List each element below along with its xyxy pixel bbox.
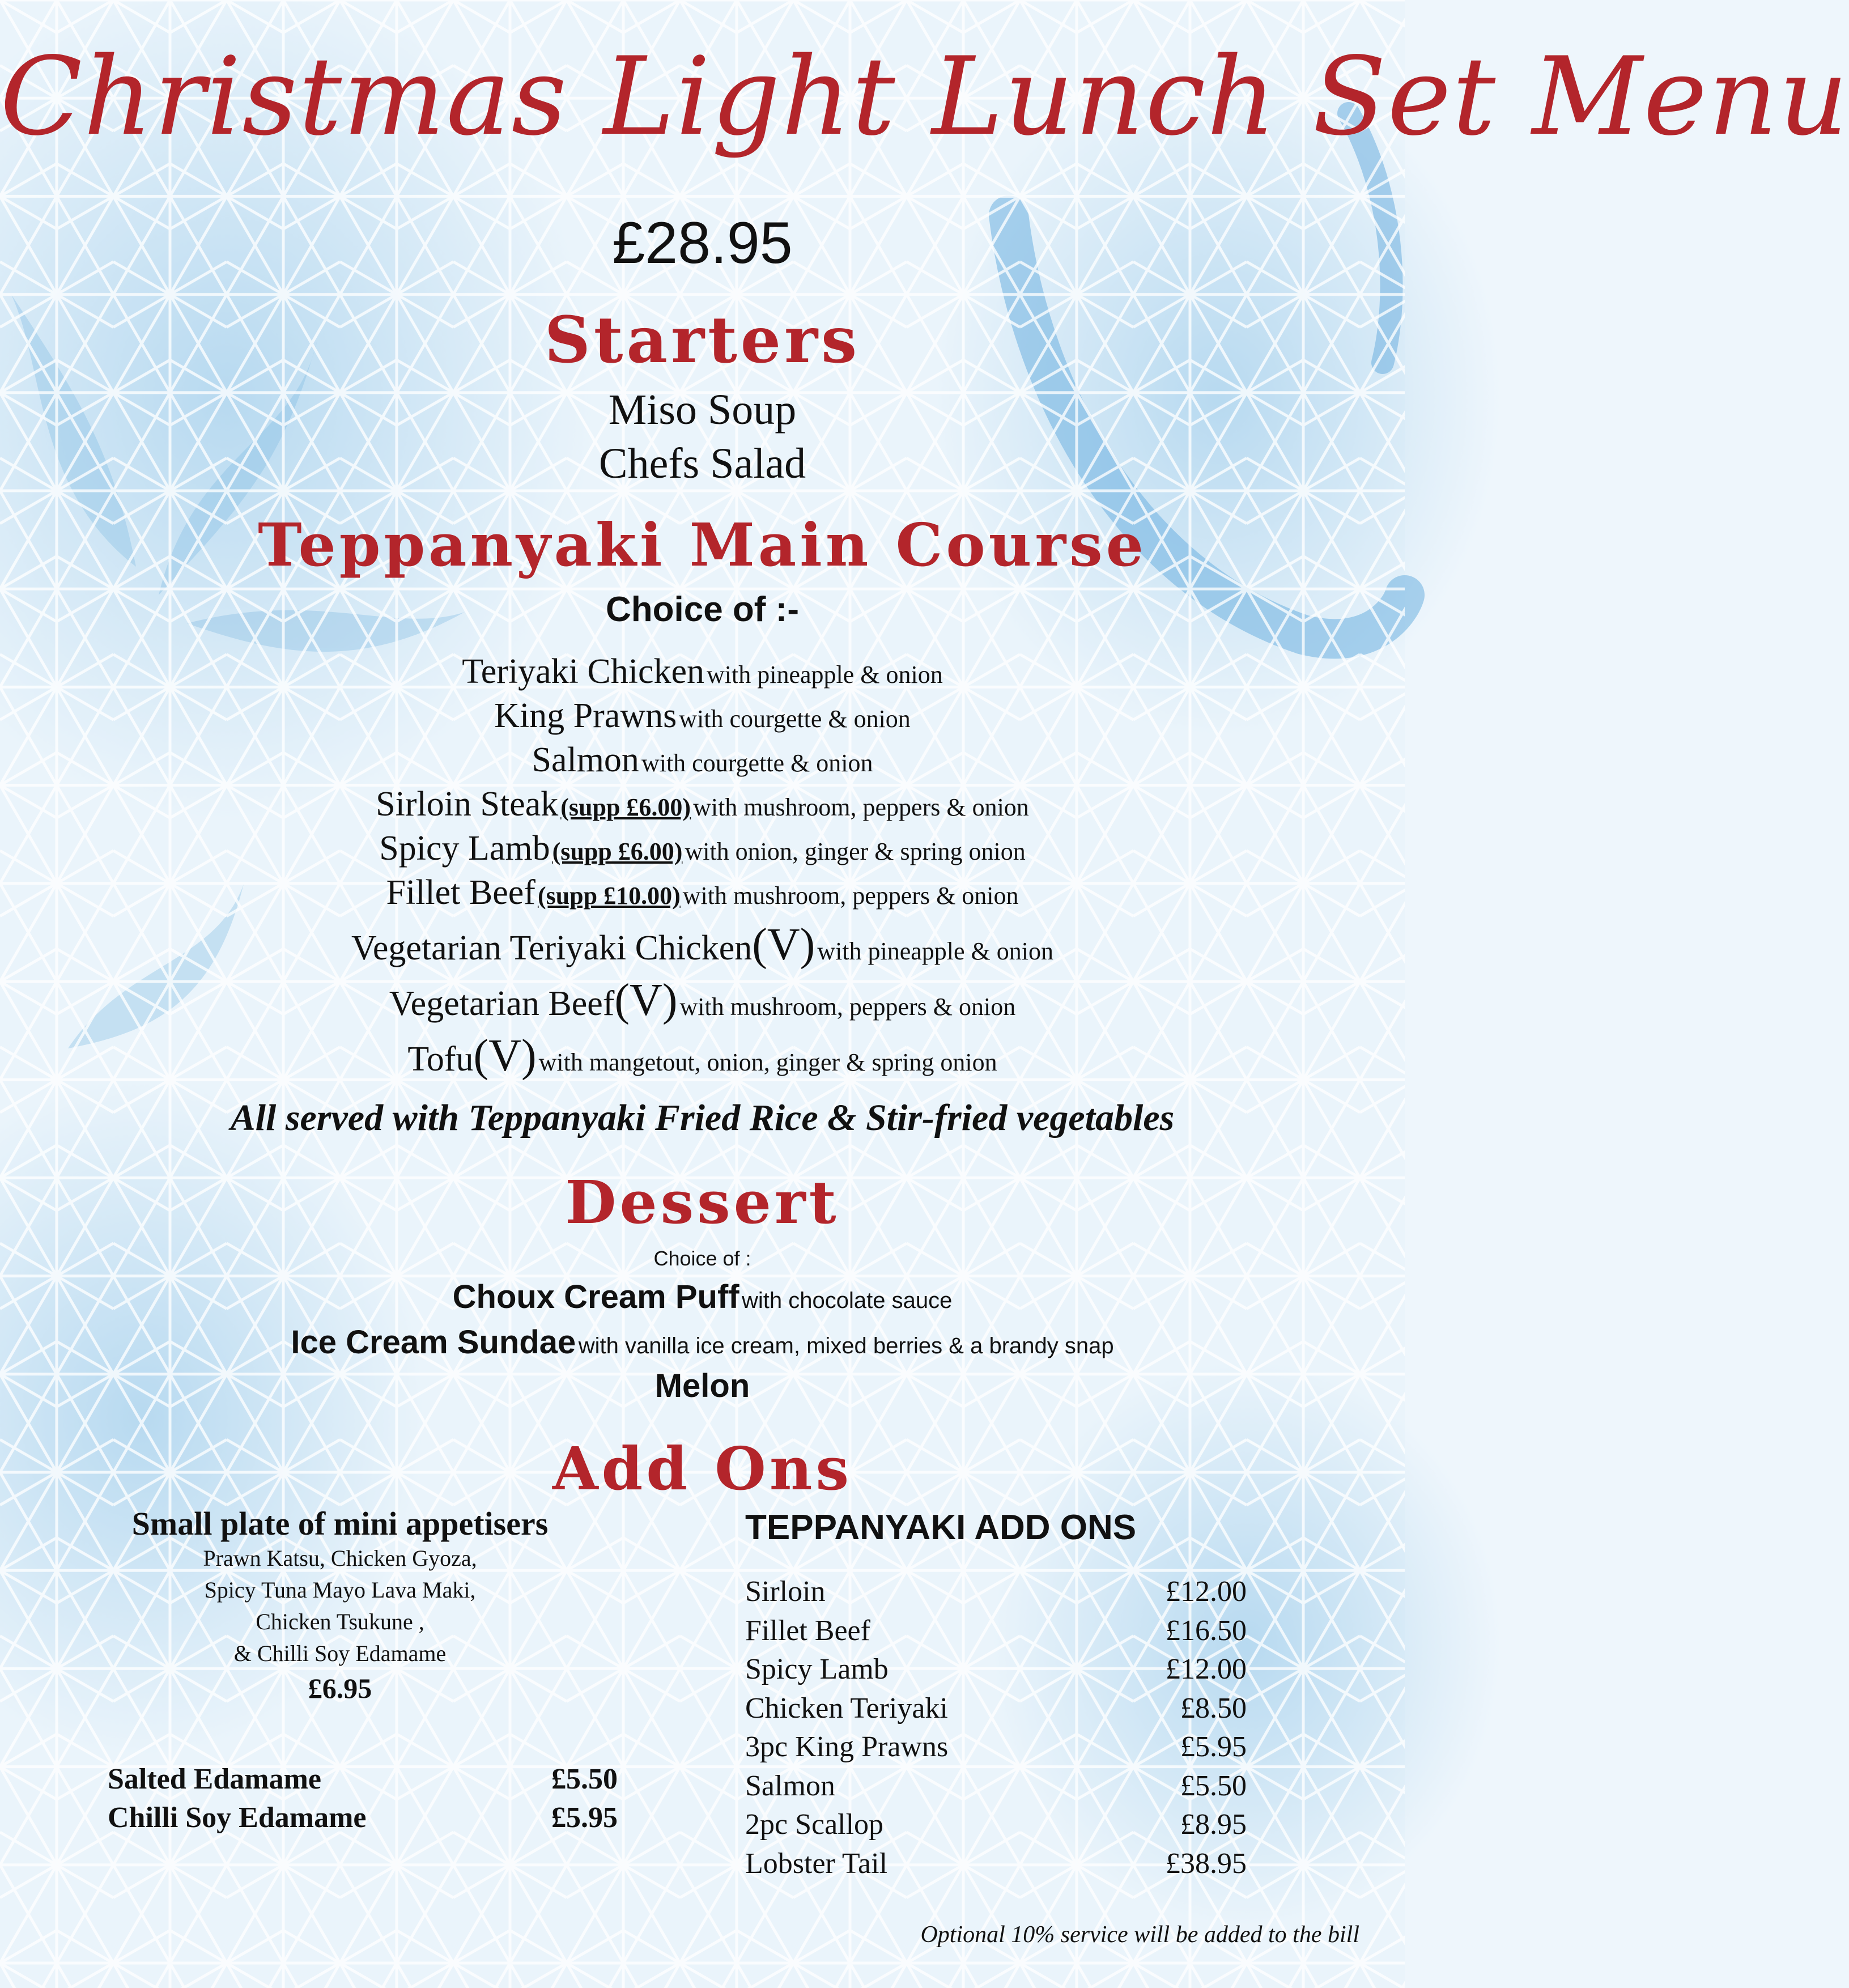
edamame-row — [108, 1762, 618, 1801]
dessert-name: Choux Cream Puff — [452, 1278, 739, 1315]
served-with-note: All served with Teppanyaki Fried Rice & Stir-fried vegetables — [230, 1097, 1175, 1139]
add-on-name: 2pc Scallop — [745, 1808, 884, 1841]
main-item — [0, 784, 1405, 825]
appetiser-line: Chicken Tsukune , — [256, 1609, 424, 1634]
edamame-row — [108, 1801, 618, 1840]
add-on-row — [745, 1614, 1247, 1653]
vegetarian-marker: (V) — [614, 975, 678, 1025]
add-on-price: £12.00 — [1166, 1653, 1247, 1685]
add-on-row — [745, 1575, 1247, 1614]
appetiser-line: & Chilli Soy Edamame — [233, 1641, 447, 1666]
add-on-name: Salmon — [745, 1769, 835, 1802]
appetiser-line: Spicy Tuna Mayo Lava Maki, — [204, 1577, 476, 1603]
appetiser-line: Prawn Katsu, Chicken Gyoza, — [203, 1545, 477, 1571]
add-on-name: 3pc King Prawns — [745, 1731, 949, 1763]
add-on-name: Spicy Lamb — [745, 1653, 889, 1685]
dish-description: with pineapple & onion — [817, 937, 1054, 965]
dessert-description: with vanilla ice cream, mixed berries & a brandy snap — [578, 1333, 1114, 1358]
dessert-item — [0, 1278, 1405, 1316]
edamame-list — [108, 1762, 618, 1840]
dish-name: Fillet Beef — [386, 873, 535, 912]
dish-name: Teriyaki Chicken — [462, 652, 705, 691]
edamame-price: £5.95 — [551, 1802, 618, 1834]
appetisers-heading: Small plate of mini appetisers — [131, 1505, 549, 1542]
add-on-row — [745, 1692, 1247, 1731]
supplement-price: (supp £10.00) — [537, 882, 681, 910]
dish-description: with courgette & onion — [641, 749, 873, 777]
dessert-heading: Dessert — [565, 1167, 840, 1237]
main-item — [0, 1030, 1405, 1082]
service-charge-note: Optional 10% service will be added to the bill — [920, 1922, 1359, 1948]
main-item — [0, 919, 1405, 971]
dish-description: with mushroom, peppers & onion — [693, 793, 1029, 821]
appetisers-block — [57, 1505, 623, 1705]
teppanyaki-add-ons — [745, 1507, 1247, 1885]
dish-name: Tofu — [407, 1040, 474, 1078]
dish-name: Spicy Lamb — [379, 829, 550, 868]
dish-description: with mangetout, onion, ginger & spring onion — [538, 1048, 997, 1076]
starters-heading: Starters — [544, 303, 861, 377]
supplement-price: (supp £6.00) — [560, 793, 691, 821]
dish-description: with pineapple & onion — [707, 661, 943, 689]
add-on-price: £8.95 — [1180, 1808, 1247, 1841]
main-course-heading: Teppanyaki Main Course — [258, 510, 1147, 580]
dish-name: King Prawns — [494, 696, 677, 735]
edamame-name: Chilli Soy Edamame — [108, 1802, 367, 1834]
dessert-item — [0, 1323, 1405, 1361]
add-on-price: £12.00 — [1166, 1575, 1247, 1608]
dessert-choice-label: Choice of : — [653, 1247, 751, 1270]
teppanyaki-add-ons-heading: TEPPANYAKI ADD ONS — [745, 1508, 1137, 1547]
add-on-row — [745, 1769, 1247, 1808]
dessert-description: with chocolate sauce — [742, 1288, 953, 1313]
set-price: £28.95 — [612, 210, 793, 276]
edamame-name: Salted Edamame — [108, 1763, 321, 1795]
supplement-price: (supp £6.00) — [552, 838, 683, 865]
main-item — [0, 829, 1405, 869]
add-on-price: £38.95 — [1166, 1847, 1247, 1880]
main-item — [0, 696, 1405, 736]
main-item — [0, 652, 1405, 692]
add-on-row — [745, 1653, 1247, 1692]
dish-name: Vegetarian Beef — [389, 984, 615, 1023]
main-choice-label: Choice of :- — [606, 590, 799, 629]
main-item — [0, 740, 1405, 780]
dish-name: Sirloin Steak — [376, 785, 559, 823]
dessert-item — [0, 1367, 1405, 1405]
add-on-price: £5.50 — [1180, 1769, 1247, 1802]
add-on-name: Fillet Beef — [745, 1614, 870, 1647]
add-on-name: Chicken Teriyaki — [745, 1692, 948, 1724]
add-on-name: Lobster Tail — [745, 1847, 888, 1880]
dish-name: Vegetarian Teriyaki Chicken — [351, 929, 753, 967]
vegetarian-marker: (V) — [752, 920, 815, 970]
add-on-price: £5.95 — [1180, 1731, 1247, 1763]
add-on-row — [745, 1808, 1247, 1847]
main-item — [0, 873, 1405, 913]
dish-description: with onion, ginger & spring onion — [685, 838, 1026, 865]
starter-item: Chefs Salad — [598, 440, 806, 487]
add-on-row — [745, 1847, 1247, 1886]
add-on-price: £8.50 — [1180, 1692, 1247, 1724]
starter-item: Miso Soup — [608, 386, 797, 434]
add-ons-heading: Add Ons — [552, 1434, 853, 1503]
add-on-price: £16.50 — [1166, 1614, 1247, 1647]
vegetarian-marker: (V) — [473, 1031, 537, 1081]
add-on-row — [745, 1730, 1247, 1769]
menu-title: Christmas Light Lunch Set Menu — [0, 34, 1849, 159]
main-item — [0, 975, 1405, 1026]
dish-name: Salmon — [532, 741, 639, 779]
add-on-name: Sirloin — [745, 1575, 826, 1608]
appetisers-price: £6.95 — [308, 1672, 372, 1704]
dish-description: with mushroom, peppers & onion — [679, 993, 1016, 1021]
edamame-price: £5.50 — [551, 1763, 618, 1795]
dish-description: with mushroom, peppers & onion — [682, 882, 1019, 910]
dish-description: with courgette & onion — [679, 705, 911, 733]
dessert-name: Melon — [654, 1367, 750, 1404]
dessert-name: Ice Cream Sundae — [291, 1324, 576, 1361]
